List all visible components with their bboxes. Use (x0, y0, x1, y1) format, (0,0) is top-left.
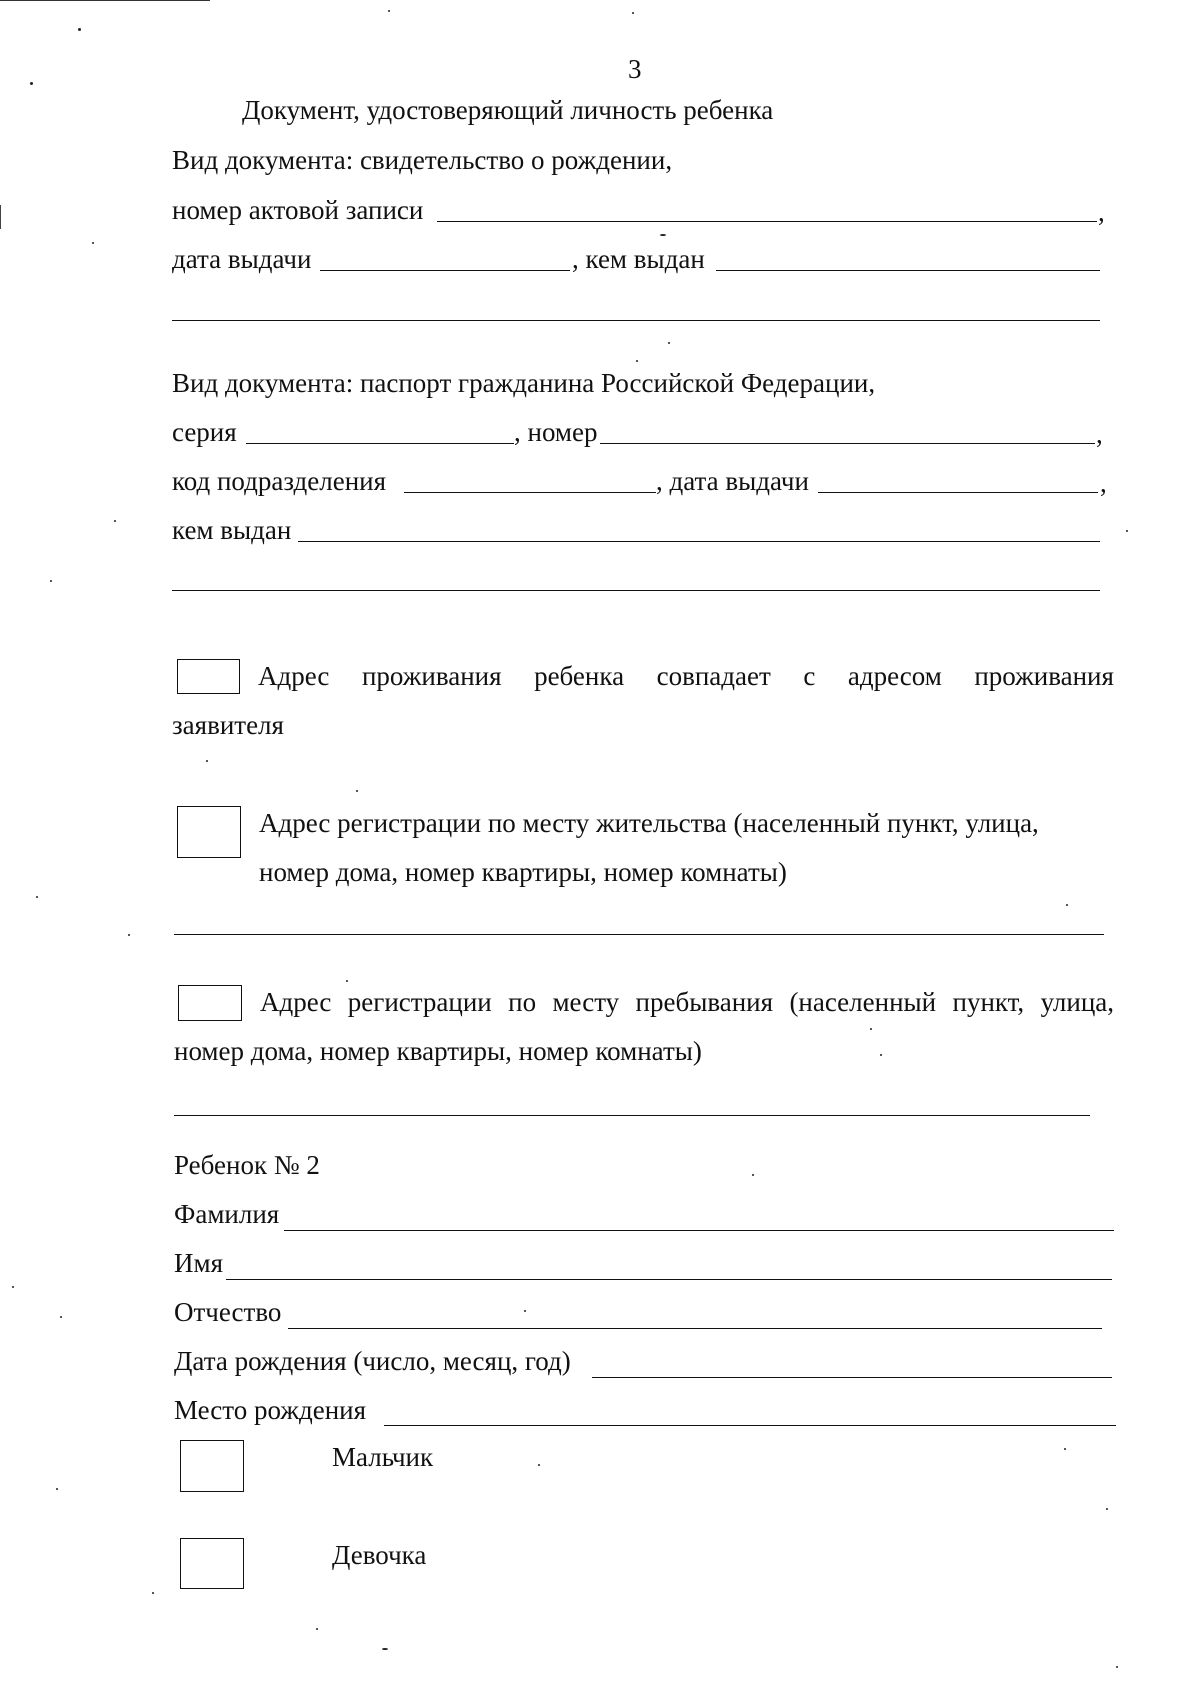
birth-cert-issue-date-label: дата выдачи (172, 244, 312, 274)
birth-cert-issued-by-label: , кем выдан (572, 244, 705, 274)
division-code-line (404, 492, 656, 493)
child2-patronymic-label: Отчество (174, 1297, 282, 1327)
stay-registration-word: Адрес (260, 987, 332, 1017)
scan-speck (636, 360, 638, 362)
same-address-text-line2: заявителя (172, 710, 284, 740)
same-address-word: адресом (847, 661, 942, 691)
girl-checkbox[interactable] (180, 1538, 244, 1589)
scan-speck (538, 1464, 540, 1466)
child2-patronymic-field[interactable] (290, 1302, 1100, 1326)
scan-speck (668, 342, 670, 344)
scan-speck (632, 12, 634, 14)
passport-issue-date-field[interactable] (820, 467, 1096, 491)
scan-speck (356, 790, 358, 792)
girl-label: Девочка (332, 1540, 427, 1570)
stay-registration-word: (населенный (789, 987, 937, 1017)
same-address-word: проживания (974, 661, 1114, 691)
scan-speck (78, 28, 81, 31)
passport-series-field[interactable] (248, 418, 512, 442)
child2-surname-line (284, 1230, 1114, 1231)
passport-issue-date-comma: , (1100, 468, 1107, 498)
scan-speck (388, 10, 390, 12)
child2-birth-place-field[interactable] (386, 1400, 1114, 1424)
child-document-heading: Документ, удостоверяющий личность ребенка (242, 95, 774, 125)
scan-edge-top (0, 0, 210, 1)
birth-certificate-doc-type: Вид документа: свидетельство о рождении, (172, 145, 673, 175)
division-code-field[interactable] (406, 467, 654, 491)
child2-birth-date-line (592, 1377, 1112, 1378)
stay-registration-text (260, 986, 1114, 1018)
page-number: 3 (628, 54, 642, 84)
passport-issue-date-label: , дата выдачи (656, 466, 809, 496)
residence-registration-address-line (174, 934, 1104, 935)
same-address-text (258, 660, 1114, 692)
stay-registration-text-line2: номер дома, номер квартиры, номер комнаты) (174, 1036, 702, 1066)
scan-speck (660, 234, 666, 236)
scan-speck (316, 1628, 318, 1630)
scan-speck (1116, 1666, 1118, 1668)
child2-birth-place-label: Место рождения (174, 1395, 367, 1425)
residence-registration-text-line2: номер дома, номер квартиры, номер комнаты) (259, 857, 787, 887)
scan-speck (128, 934, 130, 936)
division-code-label: код подразделения (172, 466, 387, 496)
boy-label: Мальчик (332, 1442, 434, 1472)
scan-speck (50, 580, 52, 582)
passport-number-label: , номер (514, 417, 598, 447)
scan-speck (1064, 1448, 1066, 1450)
record-number-label: номер актовой записи (172, 195, 424, 225)
scan-speck (12, 1286, 14, 1288)
passport-doc-type: Вид документа: паспорт гражданина Российской Федерации, (172, 368, 876, 398)
scan-speck (60, 1316, 62, 1318)
scan-speck (752, 1174, 754, 1176)
residence-registration-checkbox[interactable] (177, 806, 241, 858)
boy-checkbox[interactable] (180, 1440, 244, 1492)
birth-cert-issued-by-line (716, 270, 1100, 271)
stay-registration-word: пребывания (635, 987, 774, 1017)
record-number-field[interactable] (440, 196, 1095, 220)
scan-speck (880, 1054, 882, 1056)
same-address-checkbox[interactable] (177, 659, 240, 694)
scan-speck (382, 1648, 388, 1650)
scan-edge-left (0, 205, 1, 229)
child2-surname-label: Фамилия (174, 1199, 280, 1229)
scan-speck (56, 1488, 58, 1490)
residence-registration-address-field[interactable] (176, 908, 1102, 932)
scan-speck (114, 520, 116, 522)
birth-cert-issued-by-field[interactable] (718, 245, 1098, 269)
passport-series-line (246, 443, 514, 444)
stay-registration-word: регистрации (347, 987, 492, 1017)
child2-name-label: Имя (174, 1248, 224, 1278)
scan-speck (92, 242, 94, 244)
scan-speck (206, 760, 208, 762)
child2-birth-place-line (384, 1425, 1116, 1426)
stay-registration-word: улица, (1040, 987, 1114, 1017)
scan-speck (870, 1028, 872, 1030)
same-address-word: ребенка (534, 661, 625, 691)
passport-number-field[interactable] (602, 418, 1093, 442)
child2-name-field[interactable] (228, 1253, 1110, 1277)
passport-series-label: серия (172, 417, 237, 447)
scan-speck (1126, 530, 1128, 532)
scan-speck (1066, 904, 1068, 906)
stay-registration-checkbox[interactable] (178, 985, 242, 1021)
stay-registration-address-field[interactable] (176, 1089, 1088, 1113)
passport-issued-by-continuation-line (172, 590, 1100, 591)
residence-registration-text-line1: Адрес регистрации по месту жительства (населенный пункт, улица, (259, 808, 1039, 838)
passport-number-comma: , (1096, 419, 1103, 449)
same-address-word: проживания (361, 661, 502, 691)
stay-registration-word: пункт, (952, 987, 1025, 1017)
passport-number-line (600, 443, 1095, 444)
scan-speck (346, 980, 348, 982)
same-address-word: с (803, 661, 816, 691)
stay-registration-word: по (508, 987, 537, 1017)
birth-cert-issue-date-line (320, 270, 570, 271)
child2-birth-date-field[interactable] (594, 1351, 1110, 1375)
same-address-word: Адрес (258, 661, 330, 691)
scan-speck (524, 1310, 526, 1312)
child2-patronymic-line (288, 1328, 1102, 1329)
same-address-word: совпадает (656, 661, 771, 691)
scan-speck (36, 896, 38, 898)
child2-surname-field[interactable] (286, 1204, 1112, 1228)
scan-speck (1106, 1508, 1108, 1510)
passport-issued-by-field[interactable] (300, 516, 1098, 540)
passport-issued-by-line (298, 541, 1100, 542)
scan-speck (152, 1592, 154, 1594)
child2-name-line (226, 1279, 1112, 1280)
scan-speck (30, 82, 33, 85)
record-number-comma: , (1098, 197, 1105, 227)
stay-registration-word: месту (552, 987, 620, 1017)
stay-registration-address-line (174, 1115, 1090, 1116)
record-number-line (437, 221, 1097, 222)
child2-birth-date-label: Дата рождения (число, месяц, год) (174, 1346, 571, 1376)
passport-issued-by-label: кем выдан (172, 515, 292, 545)
child2-heading: Ребенок № 2 (174, 1150, 320, 1180)
passport-issue-date-line (818, 492, 1098, 493)
birth-cert-issued-by-continuation-line (172, 320, 1100, 321)
birth-cert-issue-date-field[interactable] (322, 245, 568, 269)
